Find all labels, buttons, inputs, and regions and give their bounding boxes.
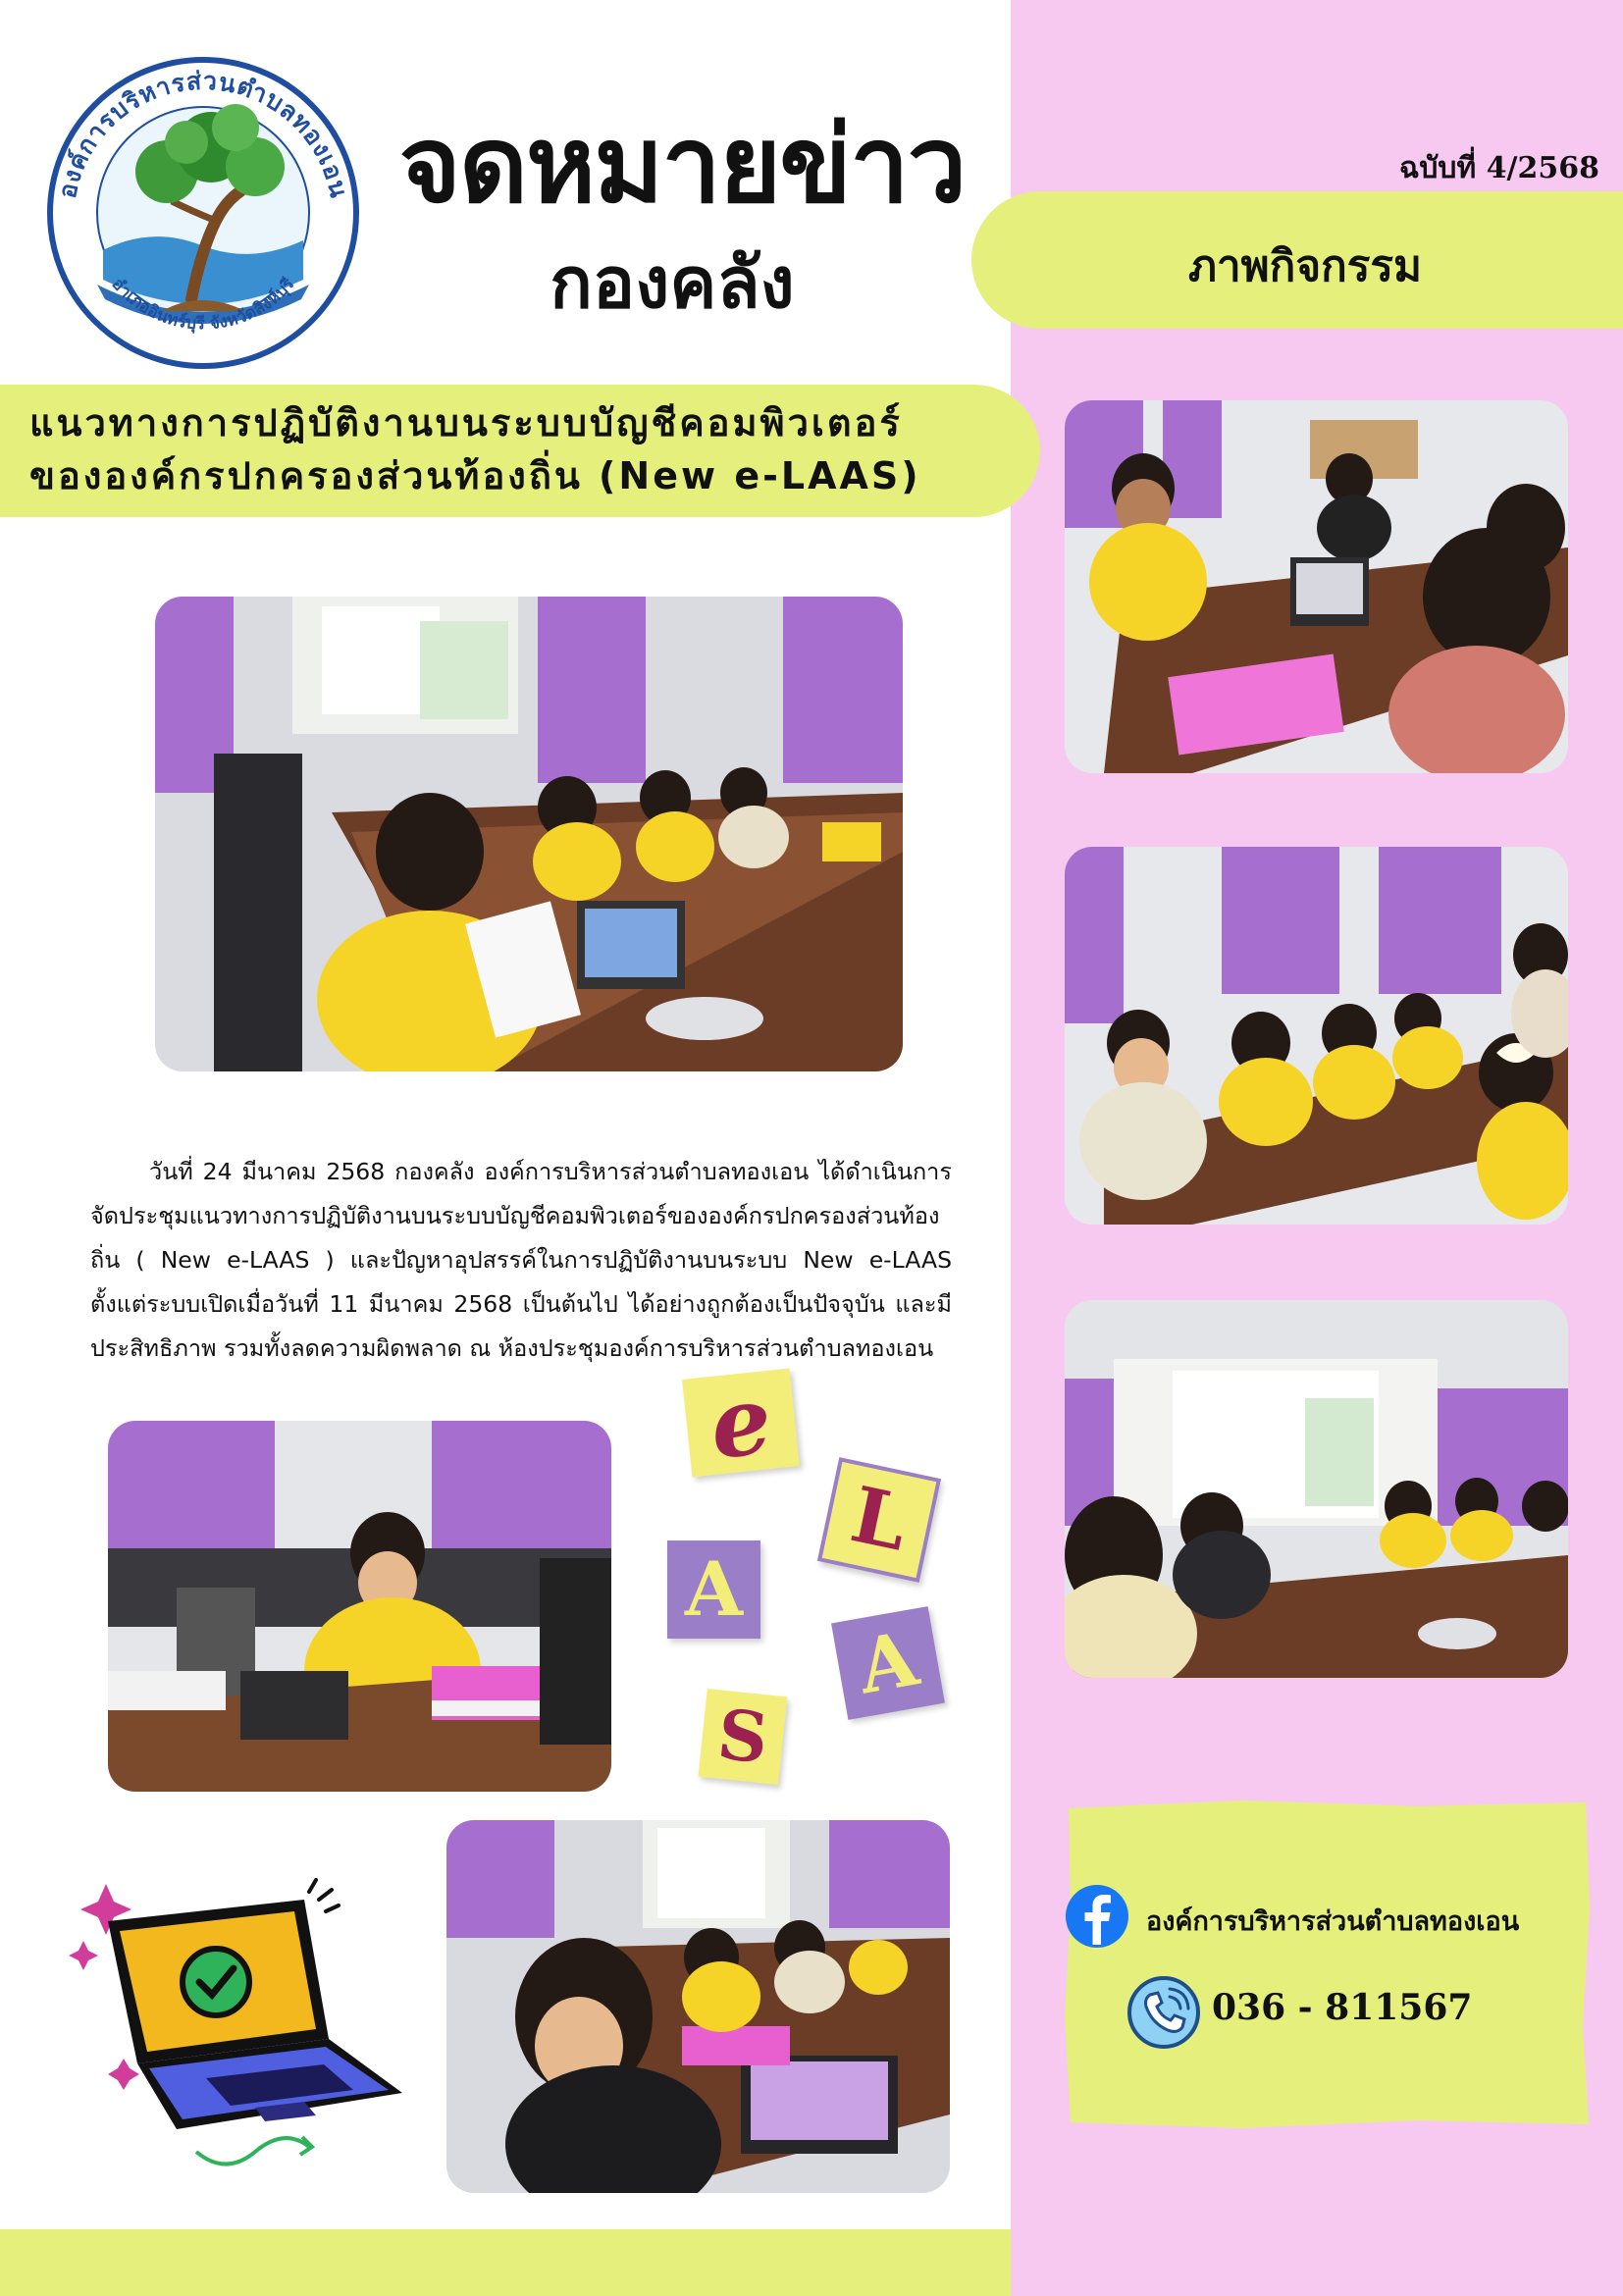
- decor-letter-s: S: [699, 1689, 788, 1785]
- svg-text:อำเภออินทร์บุรี จังหวัดสิงห์บุ: [108, 274, 299, 335]
- logo-ring-text: องค์การบริหารส่วนตำบลทองเอน: [52, 66, 354, 201]
- svg-text:องค์การบริหารส่วนตำบลทองเอน: [53, 67, 354, 201]
- officer-laptop-photo: [108, 1421, 611, 1792]
- decor-letter-l: L: [817, 1457, 941, 1583]
- facebook-icon[interactable]: [1065, 1884, 1129, 1949]
- decor-letter-a2: A: [831, 1606, 945, 1720]
- bottom-band: [0, 2229, 1011, 2296]
- decor-letter-a1: A: [667, 1540, 760, 1639]
- facebook-page-name[interactable]: องค์การบริหารส่วนตำบลทองเอน: [1146, 1906, 1520, 1937]
- topic-heading: [29, 397, 1021, 503]
- organization-logo: [44, 54, 363, 373]
- phone-icon[interactable]: [1126, 1975, 1201, 2050]
- newsletter-title: จดหมายข่าว: [398, 104, 966, 227]
- topic-line-2: ขององค์กรปกครองส่วนท้องถิ่น (New e-LAAS): [29, 453, 921, 497]
- topic-line-1: แนวทางการปฏิบัติงานบนระบบบัญชีคอมพิวเตอร์: [29, 401, 903, 444]
- issue-number: ฉบับที่ 4/2568: [1398, 151, 1599, 185]
- article-body: วันที่ 24 มีนาคม 2568 กองคลัง องค์การบริหารส่วนตำบลทองเอน ได้ดำเนินการจัดประชุมแนวทางการปฏิบัติงานบนระบบบัญชีคอมพิวเตอร์ขององค์กรปกครองส่วนท้องถิ่น ( New e-LAAS ) และปัญหาอุปสรรค์ในการปฏิบัติงานบนระบบ New e-LAAS ตั้งแต่ระบบเปิดเมื่อวันที่ 11 มีนาคม 2568 เป็นต้นไป ได้อย่างถูกต้องเป็นปัจจุบัน และมีประสิทธิภาพ รวมทั้งลดความผิดพลาด ณ ห้องประชุมองค์การบริหารส่วนตำบลทองเอน: [90, 1158, 952, 1363]
- main-meeting-photo: [155, 597, 903, 1071]
- laptop-training-photo: [446, 1820, 950, 2193]
- department-title: กองคลัง: [550, 241, 795, 324]
- laptop-check-icon: [59, 1872, 412, 2176]
- sidebar-photo-1: [1065, 400, 1568, 773]
- sidebar-photo-2: [1065, 847, 1568, 1225]
- contact-box: [1065, 1800, 1590, 2129]
- decor-letter-e: e: [682, 1369, 800, 1478]
- activity-label: ภาพกิจกรรม: [1187, 241, 1423, 291]
- logo-bottom-text: อำเภออินทร์บุรี จังหวัดสิงห์บุรี: [107, 274, 299, 335]
- sidebar-photo-3: [1065, 1300, 1568, 1678]
- phone-number[interactable]: 036 - 811567: [1212, 1987, 1473, 2028]
